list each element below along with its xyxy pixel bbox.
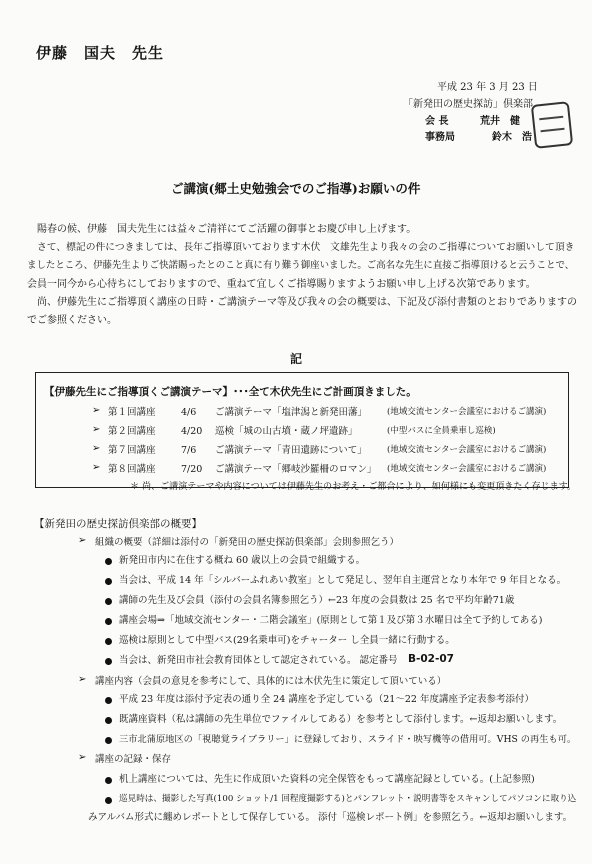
body-line: 会員一同今から心待ちにしておりますので、重ねて宜しくご指導賜りますようお願い申し上げる次第であります。 [27, 279, 536, 290]
club-name: 「新発田の歴史探訪」倶楽部 [403, 99, 533, 110]
secretary-label: 事務局 [425, 132, 455, 143]
body-line: 尚、伊藤先生にご指導頂く講座の日時・ご講演テーマ等及び我々の会の概要は、下記及び添付書類のとおりでありますの [37, 297, 577, 308]
list-item: 講座会場⇒「地域交流センター・二階会議室」(原則として第１及び第３水曜日は全て予約してある) [119, 615, 543, 626]
bullet-dot-icon [105, 598, 112, 605]
bullet-dot-icon [105, 717, 112, 724]
bullet-dot-icon [105, 737, 112, 744]
arrow-bullet-icon: ➢ [78, 674, 87, 685]
secretary-name: 鈴木 浩 [492, 132, 532, 143]
bullet-dot-icon [105, 558, 112, 565]
lecture-note: ＊ 尚、ご講演テーマや内容については伊藤先生のお考え・ご都合により、如何様にも変更頂きたく存じます。 [130, 482, 577, 492]
lecture-theme: ご講演テーマ「青田遺跡について」 [215, 445, 367, 456]
list-item: 巡検は原則として中型バス(29名乗車可)をチャーター し全員一緒に行動する。 [119, 635, 455, 646]
seal-stamp [531, 101, 573, 149]
body-line: でご参照ください。 [27, 315, 117, 326]
bullet-dot-icon [105, 697, 112, 704]
cert-number: B-02-07 [408, 653, 454, 665]
list-item: 新発田市内に在住する概ね 60 歳以上の会員で組織する。 [119, 555, 366, 566]
lecture-place: (地域交流センター会議室におけるご講演) [387, 407, 547, 417]
list-item: 当会は、平成 14 年「シルバーふれあい教室」として発足し、翌年自主運営となり本年で 9 年目となる。 [119, 575, 567, 586]
letter-title: ご講演(郷土史勉強会でのご指導)お願いの件 [171, 181, 421, 196]
section-title: 講座の記録・保存 [95, 754, 172, 765]
lecture-theme: ご講演テーマ「郷岐沙羅柵のロマン」 [215, 464, 377, 475]
lecture-number: 第７回講座 [108, 445, 156, 456]
lecture-date: 4/20 [181, 426, 203, 437]
lecture-box-heading: 【伊藤先生にご指導頂くご講演テーマ】･･･全て木伏先生にご計画頂きました。 [44, 386, 417, 398]
lecture-theme: 巡検「城の山古墳・蔵ノ坪遺跡」 [215, 426, 358, 437]
lecture-date: 7/6 [181, 445, 197, 456]
bullet-dot-icon [105, 777, 112, 784]
lecture-place: (地域交流センター会議室におけるご講演) [387, 464, 547, 474]
section-title: 講座内容（会員の意見を参考にして、具体的には木伏先生に策定して頂いている） [95, 676, 447, 687]
body-line: さて、標記の件につきましては、長年ご指導頂いております木伏 文雄先生より我々の会のご指導についてお願いして頂き [37, 242, 575, 253]
lecture-date: 4/6 [181, 407, 197, 418]
lecture-place: (地域交流センター会議室におけるご講演) [387, 445, 547, 455]
lecture-date: 7/20 [181, 464, 203, 475]
arrow-bullet-icon: ➢ [92, 405, 101, 416]
list-item: 既講座資料（私は講師の先生単位でファイルしてある）を参考として添付します。←返却お願いします。 [119, 714, 563, 725]
ki-heading: 記 [290, 352, 303, 366]
arrow-bullet-icon: ➢ [78, 752, 87, 763]
list-item: 三市北蒲原地区の「視聴覚ライブラリー」に登録しており、スライド・映写機等の借用可。VHS の再生も可。 [119, 734, 577, 745]
list-item: 巡見時は、撮影した写真(100 ショット/1 回程度撮影する)とパンフレット・説明書等をスキャンしてパソコンに取り込 [119, 794, 577, 804]
bullet-dot-icon [105, 658, 112, 665]
list-item: 講師の先生及び会員（添付の会員名簿参照乞う）←23 年度の会員数は 25 名で平均年齢71歳 [119, 595, 515, 606]
president-name: 荒井 健 [480, 116, 520, 127]
body-line: 陽春の候、伊藤 国夫先生には益々ご清祥にてご活躍の御事とお慶び申し上げます。 [37, 224, 417, 235]
arrow-bullet-icon: ➢ [92, 462, 101, 473]
bullet-dot-icon [105, 797, 112, 804]
lecture-theme: ご講演テーマ「塩津潟と新発田藩」 [215, 407, 368, 418]
list-item: 平成 23 年度は添付予定表の通り全 24 講座を予定している（21～22 年度講座予定表参考添付） [119, 694, 534, 705]
body-line: ましたところ、伊藤先生よりご快諾賜ったとのこと真に有り難う御座いました。ご高名な先生に直接ご指導頂けると云うことで、 [27, 260, 575, 271]
lecture-number: 第１回講座 [108, 407, 156, 418]
bullet-dot-icon [105, 578, 112, 585]
list-item: 当会は、新発田市社会教育団体として認定されている。 認定番号 [119, 655, 398, 666]
lecture-place: (中型バスに全員乗車し巡検) [387, 426, 496, 436]
president-label: 会 長 [425, 116, 449, 127]
bullet-dot-icon [105, 618, 112, 625]
overview-heading: 【新発田の歴史探訪倶楽部の概要】 [34, 518, 202, 530]
lecture-number: 第８回講座 [108, 464, 156, 475]
list-item-continuation: みアルバム形式に纏めレポートとして保存している。 添付「巡検レポート例」を参照乞う。←返却お願いします。 [88, 812, 573, 823]
arrow-bullet-icon: ➢ [92, 443, 101, 454]
letter-date: 平成 23 年 3 月 23 日 [437, 82, 538, 93]
arrow-bullet-icon: ➢ [78, 535, 87, 546]
bullet-dot-icon [105, 638, 112, 645]
section-title: 組織の概要（詳細は添付の「新発田の歴史探訪倶楽部」会則参照乞う） [95, 537, 400, 548]
arrow-bullet-icon: ➢ [92, 424, 101, 435]
lecture-number: 第２回講座 [108, 426, 156, 437]
list-item: 机上講座については、先生に作成頂いた資料の完全保管をもって講座記録としている。(上記参照) [119, 774, 535, 785]
addressee: 伊藤 国夫 先生 [36, 44, 165, 62]
